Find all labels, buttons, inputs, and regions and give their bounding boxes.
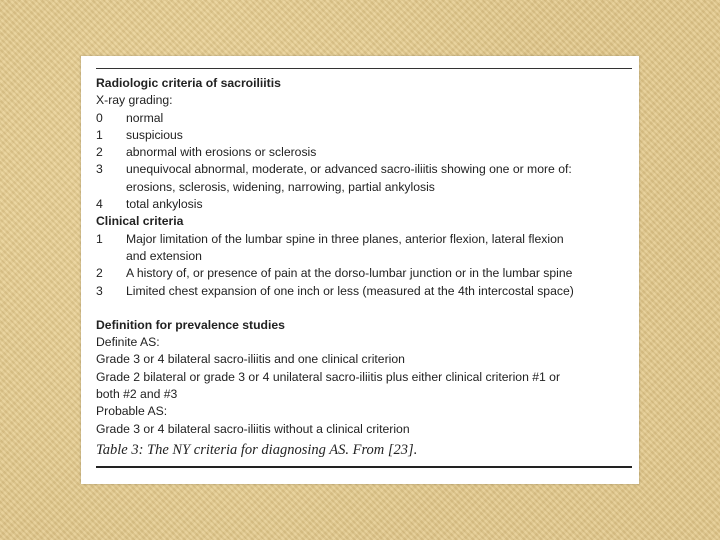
grade-text: abnormal with erosions or sclerosis (126, 145, 317, 160)
grade-number: 1 (96, 127, 103, 142)
grade-row-2 (96, 144, 632, 161)
grade-row-0 (96, 110, 632, 127)
grade-text: total ankylosis (126, 197, 203, 212)
prevalence-line: Grade 3 or 4 bilateral sacro-iliitis without a clinical criterion (96, 421, 410, 436)
criterion-number: 1 (96, 231, 103, 246)
criterion-number: 2 (96, 266, 103, 281)
grade-text: suspicious (126, 127, 183, 142)
grade-text: unequivocal abnormal, moderate, or advanced sacro-iliitis showing one or more of: (126, 162, 572, 177)
table-caption: Table 3: The NY criteria for diagnosing AS. From [23]. (96, 441, 418, 458)
grade-row-3-continuation: erosions, sclerosis, widening, narrowing, partial ankylosis (126, 179, 435, 194)
criterion-number: 3 (96, 283, 103, 298)
grade-number: 3 (96, 162, 103, 177)
clinical-row-1 (96, 231, 632, 248)
prevalence-line: Grade 2 bilateral or grade 3 or 4 unilateral sacro-iliitis plus either clinical criterion #1 or (96, 369, 561, 384)
grade-row-1 (96, 127, 632, 144)
grade-number: 2 (96, 145, 103, 160)
grade-number: 4 (96, 197, 103, 212)
criterion-text: Limited chest expansion of one inch or less (measured at the 4th intercostal space) (126, 283, 574, 298)
clinical-row-3 (96, 283, 632, 300)
prevalence-heading: Definition for prevalence studies (96, 317, 285, 332)
grade-text: normal (126, 110, 164, 125)
clinical-row-2 (96, 265, 632, 282)
criterion-text: Major limitation of the lumbar spine in three planes, anterior flexion, lateral flexion (126, 231, 564, 246)
prevalence-line: both #2 and #3 (96, 387, 178, 402)
section-spacer (96, 300, 632, 317)
clinical-row-1-continuation: and extension (126, 248, 202, 263)
criterion-text: A history of, or presence of pain at the dorso-lumbar junction or in the lumbar spine (126, 266, 573, 281)
clinical-heading: Clinical criteria (96, 214, 184, 229)
xray-grading-label: X-ray grading: (96, 93, 173, 108)
radiologic-heading: Radiologic criteria of sacroiliitis (96, 76, 281, 90)
prevalence-line: Grade 3 or 4 bilateral sacro-iliitis and one clinical criterion (96, 352, 405, 367)
grade-number: 0 (96, 110, 103, 125)
prevalence-line: Definite AS: (96, 335, 160, 350)
grade-row-4 (96, 196, 632, 213)
prevalence-line: Probable AS: (96, 404, 168, 419)
table-top-rule (96, 68, 632, 69)
table-bottom-rule (96, 466, 632, 468)
criteria-table (96, 68, 632, 468)
grade-row-3 (96, 161, 632, 178)
